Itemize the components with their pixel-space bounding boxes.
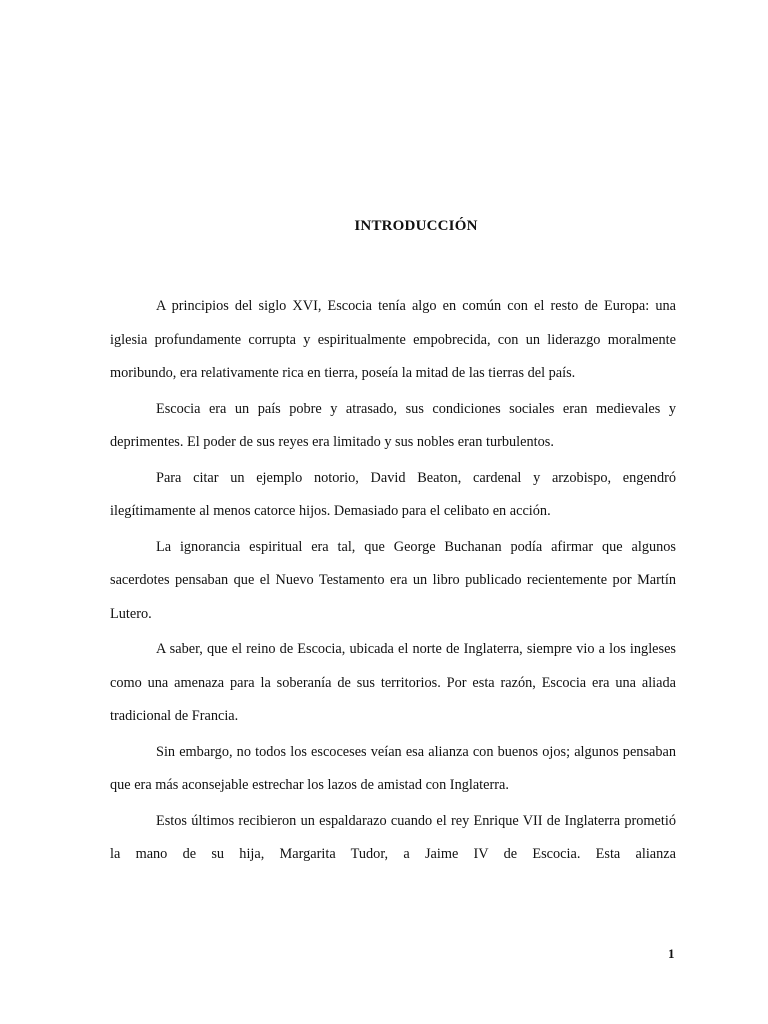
paragraph-4: La ignorancia espiritual era tal, que George Buchanan podía afirmar que algunos sacerdotes pensaban que el Nuevo Testamento era un libro publicado recientemente por Martín Lutero. — [110, 538, 676, 622]
paragraph-2: Escocia era un país pobre y atrasado, sus condiciones sociales eran medievales y deprimentes. El poder de sus reyes era limitado y sus nobles eran turbulentos. — [110, 400, 676, 450]
paragraph-6: Sin embargo, no todos los escoceses veían esa alianza con buenos ojos; algunos pensaban que era más aconsejable estrechar los lazos de amistad con Inglaterra. — [110, 743, 676, 793]
paragraph-5: A saber, que el reino de Escocia, ubicada el norte de Inglaterra, siempre vio a los ingleses como una amenaza para la soberanía de sus territorios. Por esta razón, Escocia era una aliada tradicional de Francia. — [110, 641, 676, 724]
page-number: 1 — [668, 946, 675, 961]
paragraph-3: Para citar un ejemplo notorio, David Beaton, cardenal y arzobispo, engendró ilegítimamente al menos catorce hijos. Demasiado para el celibato en acción. — [110, 469, 676, 519]
document-title: INTRODUCCIÓN — [354, 218, 478, 234]
paragraph-1: A principios del siglo XVI, Escocia tenía algo en común con el resto de Europa: una iglesia profundamente corrupta y espiritualmente empobrecida, con un liderazgo moralmente moribundo, era relativamente rica en tierra, poseía la mitad de las tierras del país. — [110, 298, 676, 381]
paragraph-7: Estos últimos recibieron un espaldarazo cuando el rey Enrique VII de Inglaterra prometió la mano de su hija, Margarita Tudor, a Jaime IV de Escocia. Esta alianza — [110, 812, 676, 862]
document-body — [110, 290, 676, 874]
